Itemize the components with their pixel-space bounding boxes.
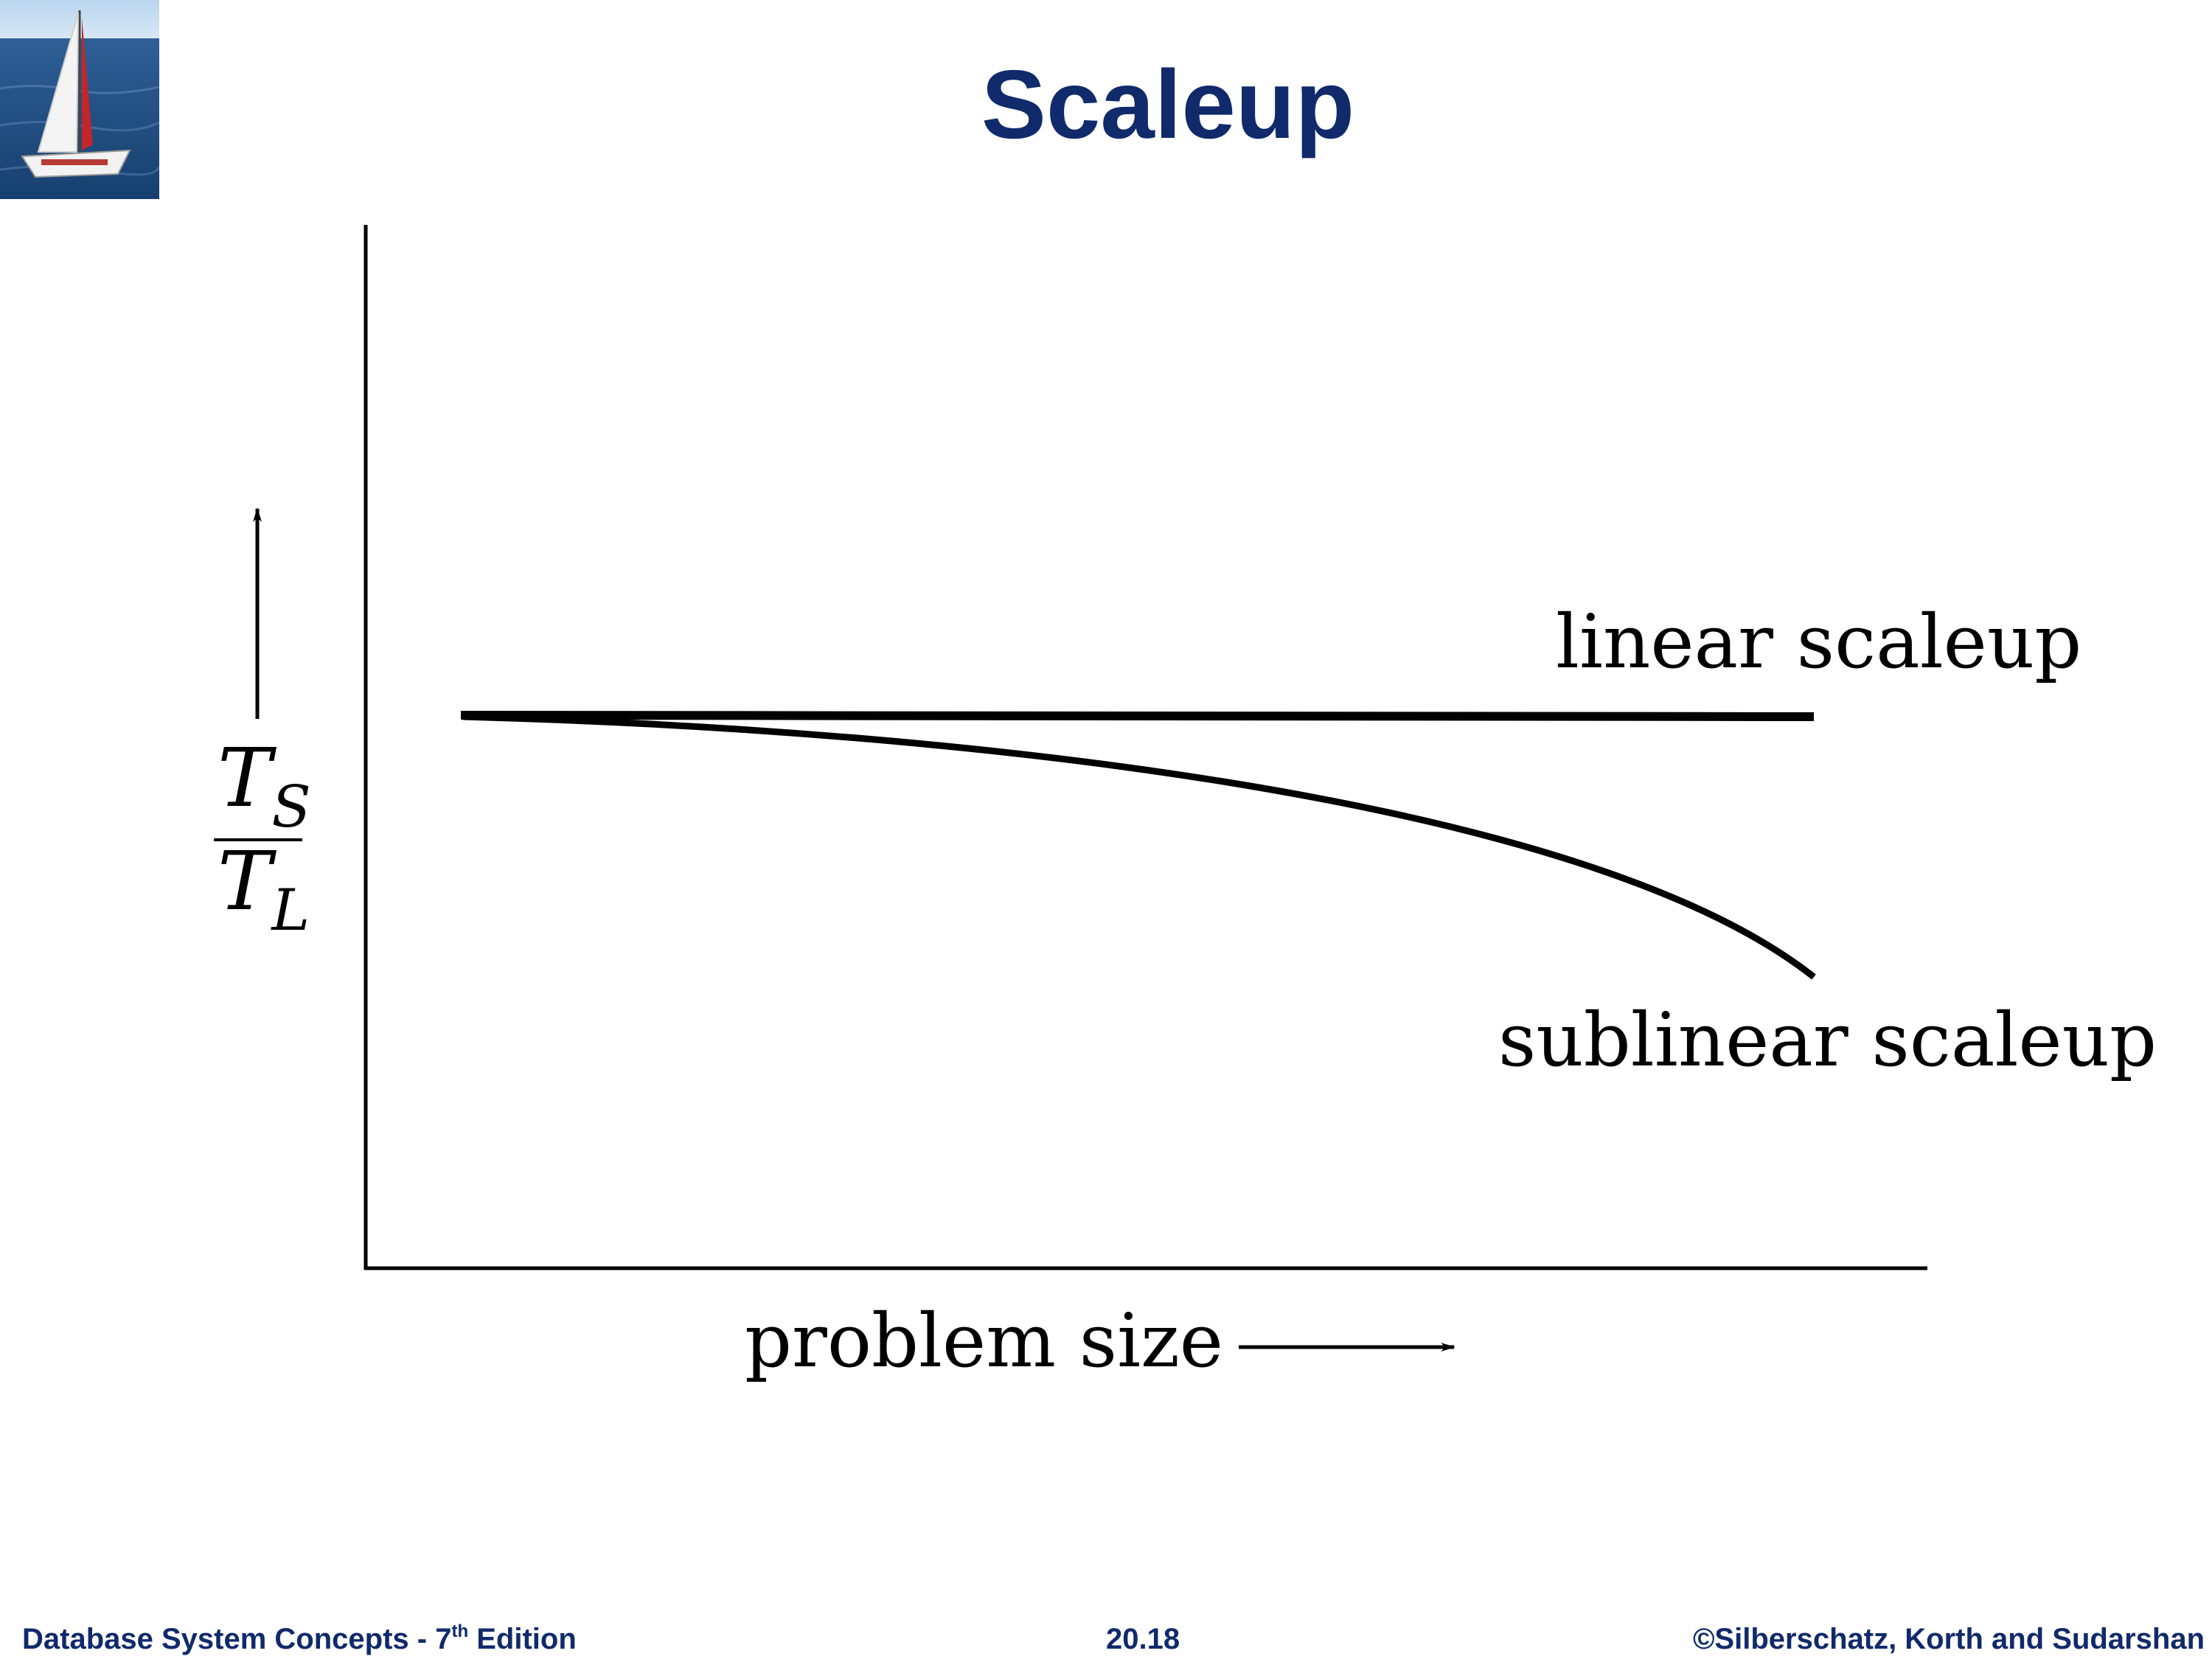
footer-left-main: Database System Concepts - 7 [22,1623,452,1655]
sublinear-scaleup-label: sublinear scaleup [1498,997,2157,1083]
footer-left-sup: th [451,1621,469,1641]
sublinear-scaleup-curve [463,717,1814,977]
linear-scaleup-curve [461,715,1814,717]
footer-book-title [22,1621,577,1658]
y-label-denominator [218,834,310,944]
footer-copyright: ©Silberschatz, Korth and Sudarshan [1692,1623,2205,1655]
y-label-numerator-sub: S [271,774,311,841]
y-label-denominator-sub: L [271,877,310,944]
footer-left-rest: Edition [468,1623,577,1655]
y-axis-label [214,731,311,944]
slide-title: Scaleup [981,50,1355,159]
y-label-denominator-main: T [218,834,272,928]
footer-page-number: 20.18 [1106,1623,1180,1655]
y-label-numerator-main: T [218,731,272,825]
y-label-numerator [218,731,311,841]
x-axis-label: problem size [745,1298,1223,1384]
linear-scaleup-label: linear scaleup [1556,599,2082,685]
